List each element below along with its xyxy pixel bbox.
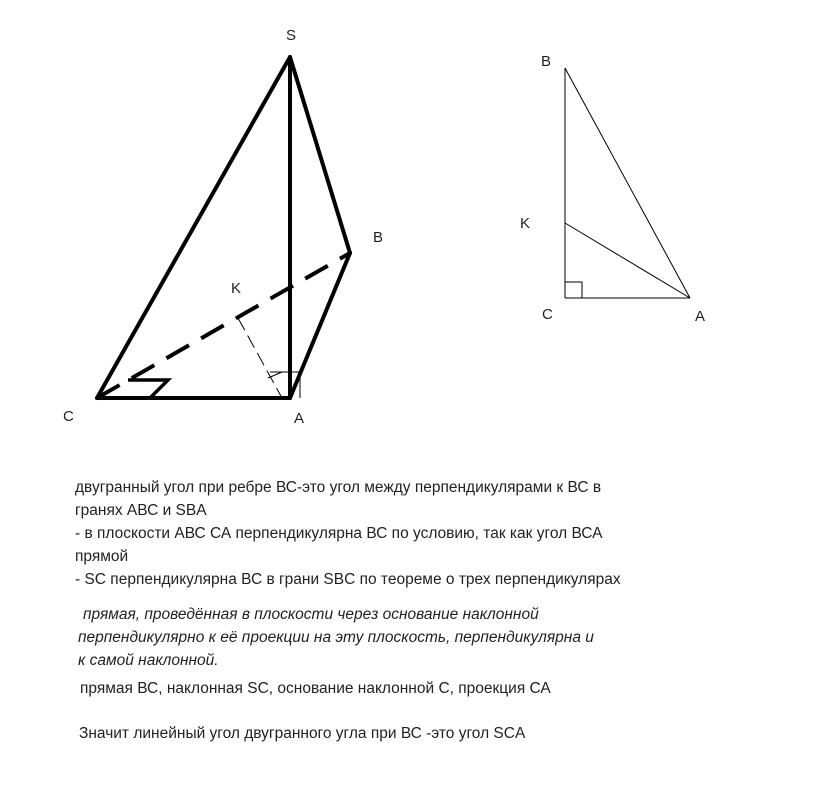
edge-ab	[290, 253, 350, 398]
definition-line: - SC перпендикулярна ВС в грани SBC по теореме о трех перпендикулярах	[75, 571, 621, 588]
label-c-small: C	[542, 306, 553, 323]
right-angle-mark-c-small	[565, 282, 582, 298]
theorem-line: прямая, проведённая в плоскости через основание наклонной	[83, 606, 539, 623]
segment-ak-dashed	[238, 318, 282, 398]
theorem-line: к самой наклонной.	[78, 652, 219, 669]
pyramid-figure	[63, 27, 383, 427]
theorem-text	[78, 603, 594, 672]
application-text	[80, 677, 551, 700]
label-a-small: A	[695, 308, 706, 325]
definition-text	[75, 476, 621, 591]
label-k: K	[231, 280, 242, 297]
application-line: прямая ВС, наклонная SC, основание наклонной С, проекция СА	[80, 680, 551, 697]
definition-line: двугранный угол при ребре ВС-это угол между перпендикулярами к ВС в	[75, 479, 602, 496]
conclusion-line: Значит линейный угол двугранного угла при ВС -это угол SCA	[79, 725, 526, 742]
definition-line: гранях АВС и SBA	[75, 502, 207, 519]
label-s: S	[286, 27, 297, 44]
label-b: B	[373, 229, 384, 246]
conclusion-text	[79, 722, 525, 745]
label-a: A	[294, 410, 305, 427]
side-ba	[565, 68, 690, 298]
label-b-small: B	[541, 53, 552, 70]
right-angle-mark-c	[128, 380, 168, 398]
triangle-figure	[520, 53, 705, 325]
right-angle-mark-k	[268, 372, 282, 378]
label-c: C	[63, 408, 74, 425]
definition-line: прямой	[75, 548, 129, 565]
edge-sb	[290, 57, 350, 253]
label-k-small: K	[520, 215, 531, 232]
segment-ka	[565, 223, 690, 298]
edge-cb-hidden	[97, 253, 350, 398]
theorem-line: перпендикулярно к её проекции на эту плоскость, перпендикулярна и	[78, 629, 594, 646]
edge-sc	[97, 57, 290, 398]
definition-line: - в плоскости АВС СА перпендикулярна ВС по условию, так как угол ВСА	[75, 525, 603, 542]
